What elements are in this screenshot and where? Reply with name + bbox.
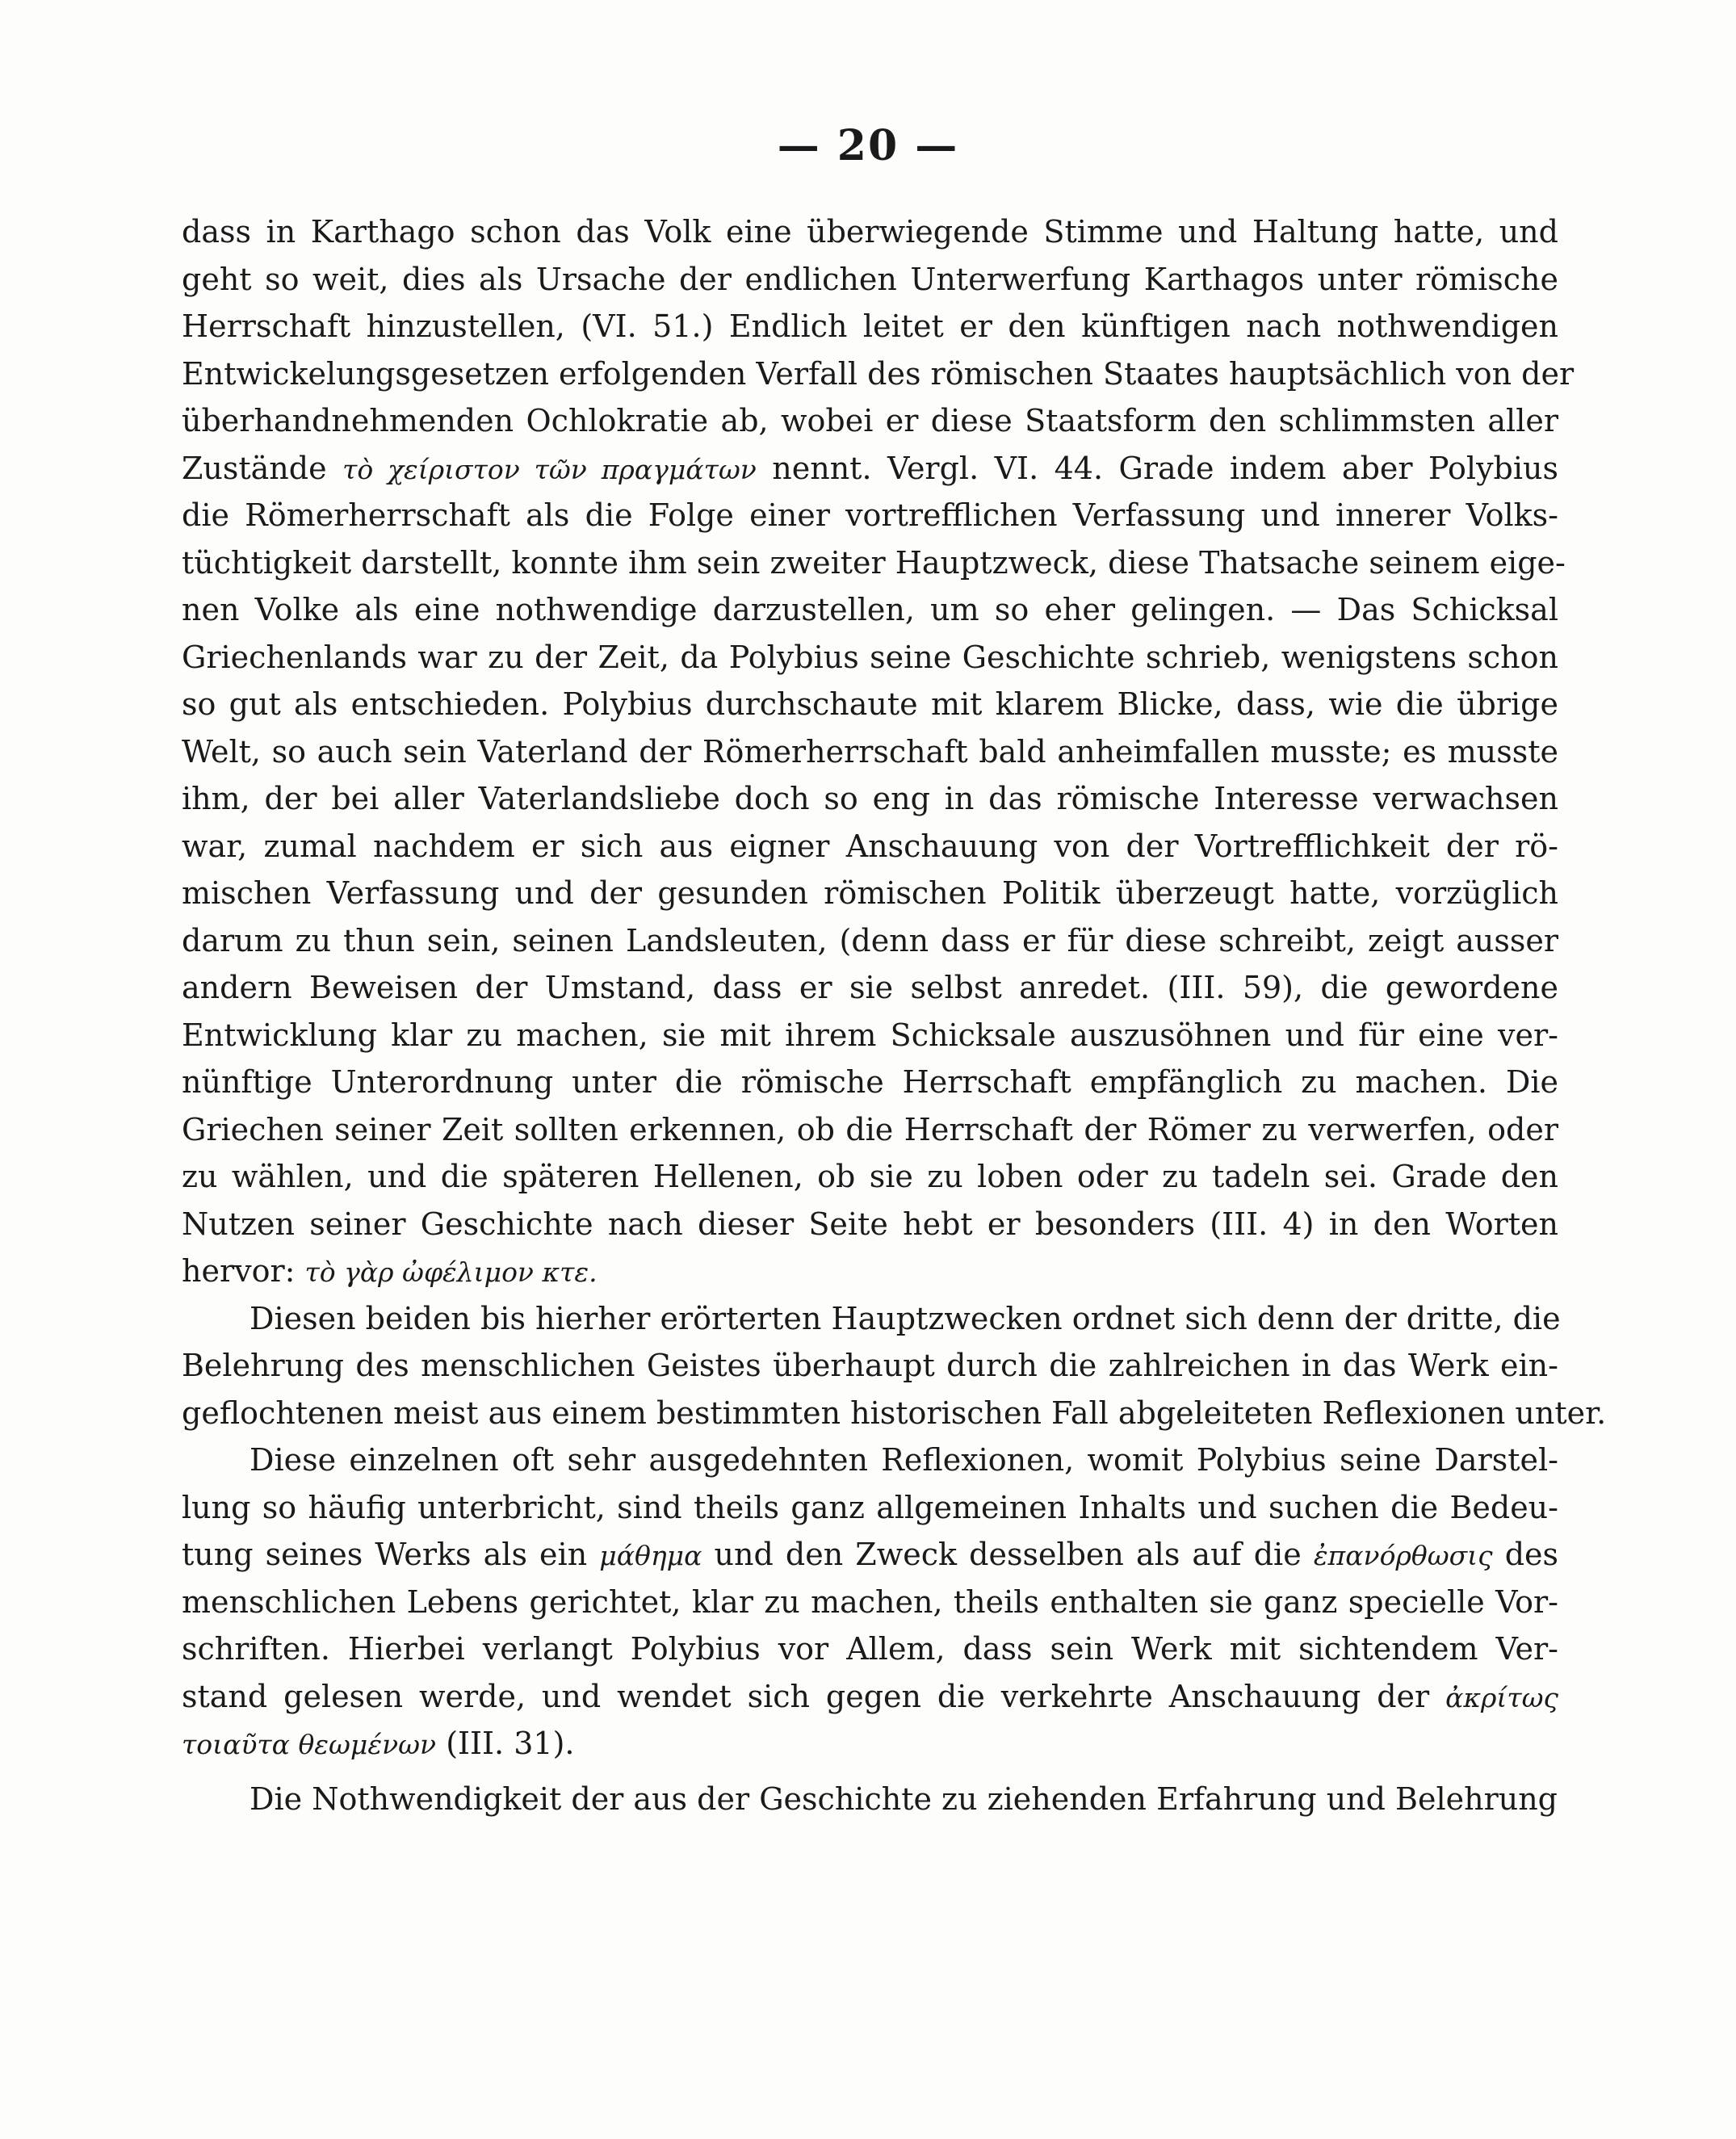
text-line: [182, 1201, 1558, 1248]
paragraph: [182, 1436, 1558, 1768]
text-segment: nen Volke als eine nothwendige darzustellen, um so eher gelingen. — Das Schicksal: [182, 592, 1558, 627]
text-segment: so gut als entschieden. Polybius durchschaute mit klarem Blicke, dass, wie die übrige: [182, 686, 1558, 722]
text-line: [182, 1153, 1558, 1201]
text-line: [182, 1342, 1558, 1390]
text-line: [182, 445, 1558, 493]
greek-phrase: τὸ γὰρ ὠφέλιμον κτε.: [304, 1256, 598, 1288]
text-segment: Zustände: [182, 450, 343, 486]
text-segment: Griechenlands war zu der Zeit, da Polybius seine Geschichte schrieb, wenigstens schon: [182, 639, 1558, 675]
text-line: [182, 1579, 1558, 1626]
text-line: [182, 1012, 1558, 1059]
text-line: [182, 1531, 1558, 1579]
text-segment: nünftige Unterordnung unter die römische Herrschaft empfänglich zu machen. Die: [182, 1064, 1558, 1100]
text-line: [182, 681, 1558, 728]
text-segment: die Römerherrschaft als die Folge einer vortrefflichen Verfassung und innerer Volks-: [182, 497, 1558, 533]
text-line: [182, 1776, 1558, 1823]
text-line: [182, 397, 1558, 445]
paragraph: [182, 1776, 1558, 1823]
text-segment: überhandnehmenden Ochlokratie ab, wobei er diese Staatsform den schlimmsten aller: [182, 403, 1558, 438]
greek-phrase: τὸ χείριστον τῶν πραγμάτων: [342, 453, 757, 485]
text-line: [182, 539, 1566, 587]
text-line: [182, 823, 1558, 870]
text-segment: und den Zweck desselben als auf die: [702, 1537, 1314, 1572]
body-text: [182, 208, 1607, 1822]
text-line: [182, 208, 1558, 256]
greek-phrase: ἐπανόρθωσις: [1313, 1540, 1493, 1571]
text-line: [182, 728, 1558, 776]
text-segment: stand gelesen werde, und wendet sich gegen die verkehrte Anschauung der: [182, 1678, 1446, 1714]
text-segment: darum zu thun sein, seinen Landsleuten, (denn dass er für diese schreibt, zeigt ausser: [182, 922, 1558, 958]
text-segment: war, zumal nachdem er sich aus eigner Anschauung von der Vortrefflichkeit der rö-: [182, 828, 1558, 864]
greek-phrase: ἀκρίτως: [1445, 1681, 1558, 1713]
greek-phrase: μάθημα: [599, 1540, 702, 1571]
text-segment: des: [1492, 1537, 1559, 1572]
text-line: [182, 1720, 1558, 1768]
text-line: [182, 964, 1558, 1012]
page-number: — 20 —: [777, 121, 959, 170]
text-segment: andern Beweisen der Umstand, dass er sie selbst anredet. (III. 59), die gewordene: [182, 970, 1558, 1005]
text-segment: tüchtigkeit darstellt, konnte ihm sein zweiter Hauptzweck, diese Thatsache seinem eige-: [182, 544, 1566, 581]
text-line: [182, 350, 1575, 398]
text-line: [182, 917, 1558, 965]
text-line: [182, 1295, 1561, 1343]
text-line: [182, 1106, 1558, 1154]
text-line: [182, 1059, 1558, 1106]
text-line: [182, 256, 1558, 304]
greek-phrase: τοιαῦτα θεωμένων: [182, 1729, 437, 1760]
text-segment: Herrschaft hinzustellen, (VI. 51.) Endlich leitet er den künftigen nach nothwendigen: [182, 308, 1558, 344]
text-segment: tung seines Werks als ein: [182, 1537, 600, 1572]
text-segment: Diese einzelnen oft sehr ausgedehnten Reflexionen, womit Polybius seine Darstel-: [249, 1442, 1558, 1478]
paragraph: [182, 208, 1575, 1295]
text-line: [182, 1390, 1607, 1437]
text-line: [182, 775, 1558, 823]
text-line: [182, 634, 1558, 682]
text-segment: lung so häufig unterbricht, sind theils ganz allgemeinen Inhalts und suchen die Bedeu-: [182, 1489, 1558, 1525]
text-segment: Nutzen seiner Geschichte nach dieser Seite hebt er besonders (III. 4) in den Worten: [182, 1206, 1558, 1242]
text-segment: schriften. Hierbei verlangt Polybius vor Allem, dass sein Werk mit sichtendem Ver-: [182, 1631, 1558, 1667]
text-line: [182, 303, 1558, 350]
text-segment: Griechen seiner Zeit sollten erkennen, ob die Herrschaft der Römer zu verwerfen, oder: [182, 1111, 1558, 1147]
text-line: [182, 870, 1558, 917]
text-segment: Die Nothwendigkeit der aus der Geschichte zu ziehenden Erfahrung und Belehrung: [249, 1780, 1558, 1817]
text-segment: nennt. Vergl. VI. 44. Grade indem aber Polybius: [756, 450, 1558, 486]
text-segment: geht so weit, dies als Ursache der endlichen Unterwerfung Karthagos unter römische: [182, 261, 1558, 297]
text-segment: Entwicklung klar zu machen, sie mit ihrem Schicksale auszusöhnen und für eine ver-: [182, 1017, 1558, 1053]
text-segment: Belehrung des menschlichen Geistes überhaupt durch die zahlreichen in das Werk ein-: [182, 1348, 1558, 1383]
text-line: [182, 1673, 1558, 1721]
text-segment: menschlichen Lebens gerichtet, klar zu machen, theils enthalten sie ganz specielle Vor-: [182, 1583, 1558, 1620]
text-segment: Diesen beiden bis hierher erörterten Hauptzwecken ordnet sich denn der dritte, die: [249, 1300, 1561, 1336]
text-segment: dass in Karthago schon das Volk eine überwiegende Stimme und Haltung hatte, und: [182, 214, 1558, 250]
text-line: [182, 492, 1558, 539]
text-line: [182, 1248, 1558, 1295]
text-segment: zu wählen, und die späteren Hellenen, ob sie zu loben oder zu tadeln sei. Grade den: [182, 1159, 1558, 1194]
text-segment: ihm, der bei aller Vaterlandsliebe doch so eng in das römische Interesse verwachsen: [182, 781, 1558, 816]
text-line: [182, 1436, 1558, 1484]
text-line: [182, 1625, 1558, 1673]
text-segment: mischen Verfassung und der gesunden römischen Politik überzeugt hatte, vorzüglich: [182, 875, 1558, 911]
text-segment: Entwickelungsgesetzen erfolgenden Verfall des römischen Staates hauptsächlich von der: [182, 355, 1575, 392]
paragraph: [182, 1295, 1607, 1437]
text-line: [182, 1484, 1558, 1532]
text-segment: Welt, so auch sein Vaterland der Römerherrschaft bald anheimfallen musste; es musste: [182, 733, 1558, 770]
text-segment: (III. 31).: [436, 1726, 575, 1761]
text-segment: hervor:: [182, 1253, 305, 1289]
text-segment: geflochtenen meist aus einem bestimmten historischen Fall abgeleiteten Reflexionen unter.: [182, 1395, 1607, 1431]
text-line: [182, 586, 1558, 634]
